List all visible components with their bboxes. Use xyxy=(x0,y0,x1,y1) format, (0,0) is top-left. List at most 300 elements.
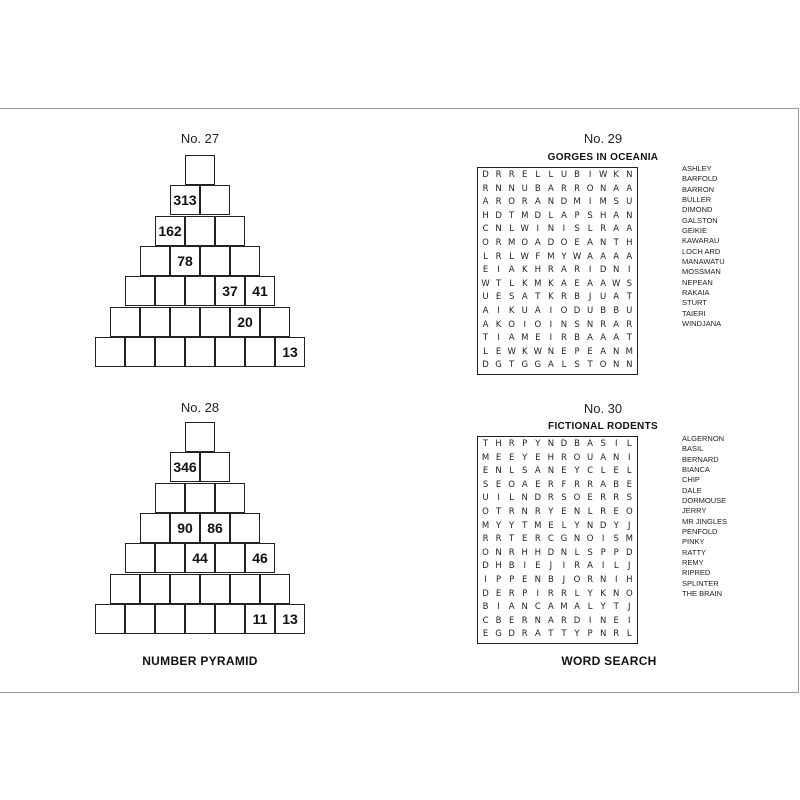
grid-letter: J xyxy=(628,561,631,572)
pyramid-cell-empty xyxy=(140,307,170,337)
puzzle-number: No. 29 xyxy=(583,131,623,146)
grid-letter: B xyxy=(613,306,620,316)
grid-letter: S xyxy=(613,534,619,545)
grid-letter: K xyxy=(521,265,528,276)
grid-letter: O xyxy=(482,238,489,248)
pyramid-cell-empty xyxy=(95,604,125,634)
pyramid-cell-empty xyxy=(125,276,155,306)
pyramid-cell-empty xyxy=(245,337,275,367)
grid-letter: E xyxy=(613,466,619,477)
grid-letter: N xyxy=(508,183,515,194)
grid-letter: N xyxy=(495,183,502,194)
grid-letter: I xyxy=(549,319,553,330)
grid-letter: L xyxy=(509,493,515,504)
grid-letter: E xyxy=(613,507,619,517)
grid-letter: W xyxy=(481,278,490,289)
pyramid-cell-filled: 13 xyxy=(275,604,305,634)
pyramid-cell-empty xyxy=(230,246,260,276)
grid-letter: A xyxy=(482,319,489,330)
grid-letter: I xyxy=(601,561,605,572)
grid-letter: A xyxy=(600,251,607,262)
grid-letter: A xyxy=(534,629,541,640)
grid-letter: S xyxy=(587,547,593,558)
grid-letter: B xyxy=(574,439,580,449)
grid-letter: Y xyxy=(574,520,580,531)
word-list-item: BULLER xyxy=(682,195,712,205)
grid-letter: R xyxy=(560,333,567,344)
grid-letter: C xyxy=(482,224,489,235)
grid-letter: O xyxy=(508,197,515,208)
grid-letter: T xyxy=(495,507,502,517)
grid-letter: I xyxy=(523,319,526,330)
grid-letter: N xyxy=(626,210,633,221)
word-list-item: WINDJANA xyxy=(682,319,722,329)
grid-letter: E xyxy=(548,520,554,531)
grid-letter: R xyxy=(587,575,594,585)
grid-letter: G xyxy=(534,360,542,371)
grid-letter: I xyxy=(523,561,526,572)
grid-letter: I xyxy=(628,265,631,276)
grid-letter: E xyxy=(508,615,515,626)
grid-letter: E xyxy=(561,346,567,357)
grid-letter: E xyxy=(482,265,489,276)
puzzle-title: FICTIONAL RODENTS xyxy=(548,421,658,432)
grid-letter: A xyxy=(600,346,607,357)
word-list-item: GALSTON xyxy=(682,215,718,225)
grid-letter: B xyxy=(574,333,580,344)
grid-letter: L xyxy=(548,170,554,180)
grid-letter: I xyxy=(601,534,605,545)
grid-letter: G xyxy=(495,629,502,640)
grid-letter: K xyxy=(521,278,528,289)
grid-letter: N xyxy=(626,360,633,371)
grid-letter: T xyxy=(482,439,489,449)
grid-letter: N xyxy=(613,360,620,371)
grid-letter: T xyxy=(613,602,619,613)
grid-letter: R xyxy=(613,629,620,640)
pyramid-cell-empty xyxy=(215,604,245,634)
word-list-item: THE BRAIN xyxy=(682,589,723,599)
pyramid-cell-empty xyxy=(230,574,260,604)
word-list-item: GEIKIE xyxy=(682,226,708,236)
pyramid-cell-empty xyxy=(185,422,215,452)
grid-letter: S xyxy=(561,493,567,504)
grid-letter: T xyxy=(509,534,515,545)
pyramid-cell-empty xyxy=(155,276,185,306)
grid-letter: T xyxy=(495,278,502,289)
pyramid-cell-filled: 44 xyxy=(185,543,215,573)
grid-letter: R xyxy=(508,588,515,599)
grid-letter: E xyxy=(626,479,632,490)
grid-letter: N xyxy=(599,183,607,194)
pyramid-cell-empty xyxy=(155,337,185,367)
grid-letter: A xyxy=(547,183,554,194)
grid-letter: R xyxy=(495,238,502,248)
grid-letter: S xyxy=(574,224,580,235)
grid-letter: L xyxy=(600,466,606,477)
word-list-item: PENFOLD xyxy=(682,527,718,537)
grid-letter: M xyxy=(573,197,581,208)
grid-letter: R xyxy=(534,507,541,517)
grid-letter: N xyxy=(547,224,555,235)
grid-letter: T xyxy=(482,333,489,344)
grid-letter: G xyxy=(521,360,529,371)
grid-letter: E xyxy=(522,170,528,180)
word-list-item: ASHLEY xyxy=(682,164,712,173)
grid-letter: N xyxy=(613,588,620,599)
grid-letter: H xyxy=(482,210,489,221)
grid-letter: L xyxy=(509,278,515,289)
grid-letter: S xyxy=(574,360,580,371)
grid-letter: B xyxy=(574,170,580,180)
grid-letter: M xyxy=(481,520,490,531)
pyramid-cell-empty xyxy=(215,216,245,246)
grid-letter: N xyxy=(626,170,633,180)
word-list-item: DIMOND xyxy=(682,205,713,215)
word-list xyxy=(682,434,727,600)
grid-letter: A xyxy=(626,251,633,262)
pyramid-cell-filled: 11 xyxy=(245,604,275,634)
word-list-item: MOSSMAN xyxy=(682,267,721,277)
grid-letter: L xyxy=(509,466,515,477)
grid-letter: E xyxy=(495,479,502,490)
pyramid-cell-empty xyxy=(155,483,185,513)
grid-letter: O xyxy=(586,183,594,194)
grid-letter: N xyxy=(521,507,528,517)
grid-letter: I xyxy=(588,615,592,626)
grid-letter: A xyxy=(613,333,620,344)
grid-letter: U xyxy=(586,452,594,463)
grid-letter: L xyxy=(561,520,567,531)
grid-letter: Y xyxy=(509,520,515,531)
pyramid-cell-empty xyxy=(125,337,155,367)
grid-letter: S xyxy=(508,292,515,303)
grid-letter: L xyxy=(548,210,554,221)
grid-letter: I xyxy=(549,333,553,344)
word-list-item: SPLINTER xyxy=(682,578,719,588)
grid-letter: A xyxy=(613,319,620,330)
grid-letter: R xyxy=(521,615,528,626)
grid-letter: W xyxy=(598,170,608,180)
grid-letter: A xyxy=(534,197,541,208)
grid-letter: A xyxy=(574,602,580,613)
grid-letter: J xyxy=(588,292,592,303)
grid-letter: G xyxy=(495,360,502,371)
pyramid-cell-empty xyxy=(215,543,245,573)
word-list-item: MR JINGLES xyxy=(682,516,728,526)
grid-letter: R xyxy=(495,197,502,208)
grid-letter: T xyxy=(613,238,619,248)
grid-letter: A xyxy=(561,265,567,276)
grid-letter: I xyxy=(588,265,592,276)
category-label-number-pyramid: NUMBER PYRAMID xyxy=(142,654,258,668)
grid-letter: U xyxy=(586,306,594,316)
grid-letter: R xyxy=(600,319,607,330)
grid-letter: K xyxy=(600,588,606,599)
grid-letter: M xyxy=(534,278,542,289)
grid-letter: R xyxy=(600,493,607,504)
grid-letter: I xyxy=(497,493,500,504)
grid-letter: R xyxy=(521,629,528,640)
grid-letter: A xyxy=(534,238,541,248)
grid-letter: A xyxy=(600,278,607,289)
grid-letter: E xyxy=(495,346,502,357)
grid-letter: R xyxy=(534,534,541,545)
grid-letter: B xyxy=(508,561,515,572)
pyramid-cell-empty xyxy=(200,246,230,276)
grid-letter: A xyxy=(508,602,515,613)
grid-letter: H xyxy=(534,265,541,276)
pyramid-cell-empty xyxy=(230,513,260,543)
grid-letter: L xyxy=(587,602,593,613)
pyramid-cell-empty xyxy=(260,574,290,604)
grid-letter: B xyxy=(482,602,489,613)
grid-letter: O xyxy=(573,452,581,463)
grid-letter: N xyxy=(586,520,594,531)
grid-letter: I xyxy=(614,439,618,449)
grid-letter: A xyxy=(561,278,567,289)
grid-letter: L xyxy=(587,507,593,517)
grid-letter: T xyxy=(561,629,567,640)
pyramid-cell-empty xyxy=(185,483,215,513)
grid-letter: I xyxy=(628,615,631,626)
puzzle-number: No. 27 xyxy=(180,131,220,146)
grid-letter: S xyxy=(574,319,580,330)
grid-letter: L xyxy=(574,588,580,599)
grid-letter: L xyxy=(509,224,515,235)
grid-letter: R xyxy=(495,534,502,545)
grid-letter: D xyxy=(599,520,607,531)
grid-letter: O xyxy=(521,238,529,248)
grid-letter: T xyxy=(509,210,515,221)
grid-letter: A xyxy=(613,224,620,235)
grid-letter: Y xyxy=(574,629,580,640)
grid-letter: A xyxy=(613,210,620,221)
grid-letter: P xyxy=(587,629,593,640)
grid-letter: R xyxy=(613,493,620,504)
grid-letter: I xyxy=(484,575,487,585)
grid-letter: L xyxy=(626,466,632,477)
grid-letter: N xyxy=(613,265,620,276)
grid-letter: N xyxy=(573,507,581,517)
grid-letter: L xyxy=(613,561,619,572)
word-list-item: REMY xyxy=(682,558,704,568)
grid-letter: N xyxy=(547,197,555,208)
grid-letter: B xyxy=(574,292,580,303)
grid-letter: O xyxy=(482,507,489,517)
grid-letter: E xyxy=(561,466,567,477)
pyramid-cell-empty xyxy=(200,185,230,215)
grid-letter: N xyxy=(547,439,555,449)
grid-letter: S xyxy=(587,210,593,221)
grid-letter: R xyxy=(574,265,580,276)
grid-letter: R xyxy=(560,615,567,626)
grid-letter: N xyxy=(599,629,607,640)
grid-letter: A xyxy=(547,360,554,371)
grid-letter: R xyxy=(547,493,554,504)
grid-letter: M xyxy=(625,534,633,545)
grid-letter: F xyxy=(561,479,567,490)
grid-letter: E xyxy=(522,575,528,585)
grid-letter: R xyxy=(547,588,554,599)
grid-letter: N xyxy=(613,452,620,463)
word-list-item: RAKAIA xyxy=(682,288,710,298)
grid-letter: A xyxy=(547,602,554,613)
grid-letter: N xyxy=(613,346,620,357)
pyramid-cell-empty xyxy=(95,337,125,367)
grid-letter: A xyxy=(600,452,607,463)
grid-letter: N xyxy=(547,466,555,477)
grid-letter: I xyxy=(614,575,618,585)
grid-letter: A xyxy=(534,466,541,477)
word-list-item: RIPRED xyxy=(682,568,711,578)
grid-letter: D xyxy=(482,360,489,371)
grid-letter: P xyxy=(613,547,619,558)
grid-letter: N xyxy=(495,547,502,558)
pyramid-cell-filled: 346 xyxy=(170,452,200,482)
grid-letter: C xyxy=(587,466,594,477)
grid-letter: U xyxy=(626,197,633,208)
grid-letter: K xyxy=(495,319,502,330)
grid-letter: I xyxy=(497,306,500,316)
grid-letter: F xyxy=(535,251,541,262)
grid-letter: A xyxy=(626,183,633,194)
grid-letter: Y xyxy=(535,439,541,449)
grid-letter: N xyxy=(599,615,607,626)
grid-letter: M xyxy=(547,251,555,262)
grid-letter: M xyxy=(481,452,490,463)
grid-letter: S xyxy=(522,466,528,477)
grid-letter: E xyxy=(495,292,502,303)
pyramid-cell-empty xyxy=(125,543,155,573)
pyramid-cell-filled: 86 xyxy=(200,513,230,543)
grid-letter: Y xyxy=(574,466,580,477)
grid-letter: O xyxy=(560,238,568,248)
pyramid-cell-empty xyxy=(185,337,215,367)
grid-letter: D xyxy=(508,629,515,640)
grid-letter: A xyxy=(600,333,607,344)
grid-letter: N xyxy=(495,466,502,477)
word-list-item: RATTY xyxy=(682,547,707,557)
grid-letter: D xyxy=(626,547,633,558)
grid-letter: A xyxy=(482,197,489,208)
grid-letter: T xyxy=(626,333,632,344)
grid-letter: R xyxy=(508,170,515,180)
word-list-item: BERNARD xyxy=(682,454,719,464)
grid-letter: R xyxy=(574,479,580,490)
grid-letter: L xyxy=(509,251,515,262)
grid-letter: R xyxy=(600,224,607,235)
grid-letter: H xyxy=(534,547,541,558)
word-list-item: ALGERNON xyxy=(682,434,725,443)
grid-letter: O xyxy=(482,547,489,558)
grid-letter: B xyxy=(495,615,502,626)
pyramid-cell-empty xyxy=(110,307,140,337)
grid-letter: R xyxy=(508,547,515,558)
grid-letter: I xyxy=(562,224,566,235)
grid-letter: O xyxy=(625,507,633,517)
grid-letter: M xyxy=(507,238,516,248)
grid-letter: N xyxy=(495,224,502,235)
grid-letter: W xyxy=(572,251,582,262)
grid-letter: A xyxy=(600,479,607,490)
pyramid-cell-filled: 90 xyxy=(170,513,200,543)
pyramid-cell-filled: 41 xyxy=(245,276,275,306)
grid-letter: P xyxy=(496,575,502,585)
grid-letter: R xyxy=(482,183,489,194)
grid-letter: E xyxy=(508,452,515,463)
grid-letter: A xyxy=(587,561,593,572)
grid-letter: J xyxy=(549,561,553,572)
grid-letter: I xyxy=(497,602,500,613)
grid-letter: R xyxy=(560,588,567,599)
grid-letter: H xyxy=(495,439,502,449)
grid-letter: A xyxy=(521,479,528,490)
grid-letter: L xyxy=(626,629,632,640)
grid-letter: K xyxy=(548,292,554,303)
grid-letter: R xyxy=(560,183,567,194)
grid-letter: O xyxy=(508,479,515,490)
grid-letter: K xyxy=(548,278,554,289)
grid-letter: D xyxy=(573,306,581,316)
pyramid-cell-empty xyxy=(200,574,230,604)
grid-letter: Y xyxy=(495,520,502,531)
grid-letter: S xyxy=(482,479,489,490)
grid-letter: P xyxy=(574,210,580,221)
grid-letter: B xyxy=(534,183,541,194)
grid-letter: T xyxy=(587,360,593,371)
word-list-item: CHIP xyxy=(682,475,700,485)
puzzle-number: No. 28 xyxy=(180,400,220,415)
grid-letter: C xyxy=(482,615,489,626)
word-list-item: DALE xyxy=(682,485,702,495)
grid-letter: A xyxy=(613,292,620,303)
grid-letter: E xyxy=(587,346,593,357)
grid-letter: Y xyxy=(548,507,554,517)
grid-letter: D xyxy=(534,493,542,504)
grid-letter: A xyxy=(534,306,541,316)
grid-letter: A xyxy=(613,251,620,262)
grid-letter: A xyxy=(626,224,633,235)
grid-letter: R xyxy=(574,183,580,194)
grid-letter: R xyxy=(574,561,580,572)
grid-letter: E xyxy=(574,238,580,248)
grid-letter: N xyxy=(599,238,607,248)
grid-letter: O xyxy=(599,360,607,371)
grid-letter: E xyxy=(522,534,528,545)
pyramid-cell-filled: 162 xyxy=(155,216,185,246)
word-list-item: STURT xyxy=(682,298,707,308)
grid-letter: I xyxy=(536,588,540,599)
grid-letter: A xyxy=(508,265,515,276)
grid-letter: E xyxy=(561,507,567,517)
pyramid-cell-empty xyxy=(140,574,170,604)
pyramid-cell-empty xyxy=(260,307,290,337)
grid-letter: M xyxy=(599,197,607,208)
grid-letter: P xyxy=(522,439,528,449)
grid-letter: I xyxy=(628,452,631,463)
grid-letter: R xyxy=(626,319,633,330)
pyramid-cell-empty xyxy=(125,604,155,634)
grid-letter: I xyxy=(588,170,592,180)
grid-letter: L xyxy=(535,170,541,180)
grid-letter: R xyxy=(508,507,515,517)
word-list-item: DORMOUSE xyxy=(682,496,727,506)
pyramid-cell-filled: 13 xyxy=(275,337,305,367)
grid-letter: I xyxy=(497,333,500,344)
grid-letter: W xyxy=(612,278,621,289)
pyramid-cell-empty xyxy=(185,216,215,246)
